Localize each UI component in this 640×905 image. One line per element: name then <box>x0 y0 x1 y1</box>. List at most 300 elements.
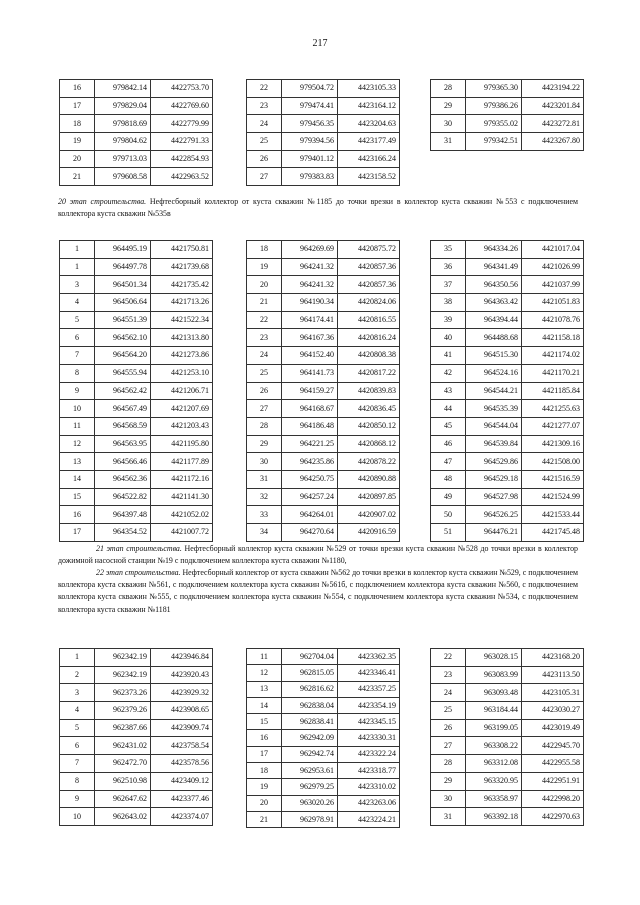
point-number: 4 <box>60 294 95 312</box>
point-number: 14 <box>247 697 282 713</box>
point-number: 13 <box>247 681 282 697</box>
x-coordinate: 979342.51 <box>466 133 522 151</box>
point-number: 18 <box>247 763 282 779</box>
table-row <box>247 779 400 795</box>
table-row <box>247 506 400 524</box>
point-number: 7 <box>60 347 95 365</box>
coords-table <box>59 79 213 186</box>
point-number: 27 <box>247 400 282 418</box>
x-coordinate: 963358.97 <box>466 790 522 808</box>
table-row <box>60 294 213 312</box>
x-coordinate: 962510.98 <box>95 772 151 790</box>
y-coordinate: 4420857.36 <box>338 258 400 276</box>
table-row <box>431 382 584 400</box>
point-number: 19 <box>247 258 282 276</box>
y-coordinate: 4421195.80 <box>151 435 213 453</box>
y-coordinate: 4421253.10 <box>151 364 213 382</box>
x-coordinate: 964529.86 <box>466 453 522 471</box>
point-number: 1 <box>60 241 95 259</box>
table-row <box>431 347 584 365</box>
x-coordinate: 964159.27 <box>282 382 338 400</box>
x-coordinate: 964190.34 <box>282 294 338 312</box>
x-coordinate: 979456.35 <box>282 115 338 133</box>
point-number: 17 <box>60 524 95 542</box>
y-coordinate: 4421172.16 <box>151 470 213 488</box>
y-coordinate: 4423357.25 <box>338 681 400 697</box>
table-row <box>431 417 584 435</box>
point-number: 29 <box>247 435 282 453</box>
table-row <box>431 790 584 808</box>
stage-22-text: Нефтесборный коллектор от куста скважин №562 до точки врезки в коллектор куста скважин №529, с подключением коллектора куста скважин №561, с подключением коллектора куста скважин №561б, с подключением коллектора куста скважин №560, с подключением коллектора куста скважин №555, с подключением коллектора куста скважин №554, с подключением коллектора куста скважин №534, с подключением коллектора куста скважин №1181 <box>58 568 578 614</box>
table-row <box>60 241 213 259</box>
x-coordinate: 964141.73 <box>282 364 338 382</box>
point-number: 27 <box>431 737 466 755</box>
y-coordinate: 4422791.33 <box>151 133 213 151</box>
x-coordinate: 962942.09 <box>282 730 338 746</box>
point-number: 15 <box>60 488 95 506</box>
x-coordinate: 964270.64 <box>282 524 338 542</box>
point-number: 30 <box>247 453 282 471</box>
y-coordinate: 4421735.42 <box>151 276 213 294</box>
y-coordinate: 4423345.15 <box>338 714 400 730</box>
point-number: 33 <box>247 506 282 524</box>
y-coordinate: 4421533.44 <box>522 506 584 524</box>
x-coordinate: 964515.30 <box>466 347 522 365</box>
y-coordinate: 4421177.89 <box>151 453 213 471</box>
y-coordinate: 4421174.02 <box>522 347 584 365</box>
x-coordinate: 979386.26 <box>466 97 522 115</box>
point-number: 35 <box>431 241 466 259</box>
point-number: 49 <box>431 488 466 506</box>
point-number: 31 <box>431 808 466 826</box>
x-coordinate: 962838.04 <box>282 697 338 713</box>
y-coordinate: 4423263.06 <box>338 795 400 811</box>
point-number: 26 <box>247 150 282 168</box>
point-number: 15 <box>247 714 282 730</box>
y-coordinate: 4421206.71 <box>151 382 213 400</box>
point-number: 16 <box>60 506 95 524</box>
x-coordinate: 979394.56 <box>282 133 338 151</box>
y-coordinate: 4422945.70 <box>522 737 584 755</box>
point-number: 40 <box>431 329 466 347</box>
x-coordinate: 962942.74 <box>282 746 338 762</box>
table-row <box>60 684 213 702</box>
point-number: 47 <box>431 453 466 471</box>
x-coordinate: 979818.69 <box>95 115 151 133</box>
table-row <box>60 400 213 418</box>
point-number: 19 <box>60 133 95 151</box>
x-coordinate: 963199.05 <box>466 719 522 737</box>
y-coordinate: 4423946.84 <box>151 649 213 667</box>
x-coordinate: 963184.44 <box>466 702 522 720</box>
x-coordinate: 964363.42 <box>466 294 522 312</box>
x-coordinate: 964241.32 <box>282 258 338 276</box>
y-coordinate: 4420857.36 <box>338 276 400 294</box>
point-number: 23 <box>431 666 466 684</box>
table-row <box>431 453 584 471</box>
point-number: 37 <box>431 276 466 294</box>
table-row <box>60 97 213 115</box>
table-row <box>60 168 213 186</box>
table-row <box>431 435 584 453</box>
y-coordinate: 4423362.35 <box>338 649 400 665</box>
x-coordinate: 962838.41 <box>282 714 338 730</box>
table-row <box>247 347 400 365</box>
y-coordinate: 4423929.32 <box>151 684 213 702</box>
x-coordinate: 964334.26 <box>466 241 522 259</box>
table-row <box>431 524 584 542</box>
point-number: 5 <box>60 311 95 329</box>
x-coordinate: 964350.56 <box>466 276 522 294</box>
table-row <box>247 524 400 542</box>
point-number: 38 <box>431 294 466 312</box>
x-coordinate: 979355.02 <box>466 115 522 133</box>
x-coordinate: 979829.04 <box>95 97 151 115</box>
x-coordinate: 962979.25 <box>282 779 338 795</box>
x-coordinate: 964476.21 <box>466 524 522 542</box>
y-coordinate: 4422769.60 <box>151 97 213 115</box>
x-coordinate: 964526.25 <box>466 506 522 524</box>
point-number: 46 <box>431 435 466 453</box>
x-coordinate: 964501.34 <box>95 276 151 294</box>
y-coordinate: 4421309.16 <box>522 435 584 453</box>
point-number: 3 <box>60 276 95 294</box>
table-row <box>247 453 400 471</box>
x-coordinate: 964527.98 <box>466 488 522 506</box>
point-number: 24 <box>247 347 282 365</box>
y-coordinate: 4421158.18 <box>522 329 584 347</box>
table-row <box>431 737 584 755</box>
table-row <box>247 435 400 453</box>
point-number: 6 <box>60 737 95 755</box>
table-row <box>60 80 213 98</box>
y-coordinate: 4421273.86 <box>151 347 213 365</box>
coords-table <box>430 648 584 826</box>
table-row <box>60 755 213 773</box>
x-coordinate: 962816.62 <box>282 681 338 697</box>
table-row <box>60 115 213 133</box>
point-number: 21 <box>60 168 95 186</box>
y-coordinate: 4420839.83 <box>338 382 400 400</box>
point-number: 9 <box>60 790 95 808</box>
y-coordinate: 4421713.26 <box>151 294 213 312</box>
y-coordinate: 4422854.93 <box>151 150 213 168</box>
point-number: 51 <box>431 524 466 542</box>
x-coordinate: 964397.48 <box>95 506 151 524</box>
table-row <box>431 684 584 702</box>
point-number: 27 <box>247 168 282 186</box>
point-number: 25 <box>431 702 466 720</box>
table-row <box>431 80 584 98</box>
y-coordinate: 4421522.34 <box>151 311 213 329</box>
y-coordinate: 4423578.56 <box>151 755 213 773</box>
table-row <box>60 453 213 471</box>
y-coordinate: 4420868.12 <box>338 435 400 453</box>
table-row <box>431 97 584 115</box>
x-coordinate: 964152.40 <box>282 347 338 365</box>
table-row <box>247 97 400 115</box>
x-coordinate: 979804.62 <box>95 133 151 151</box>
point-number: 12 <box>60 435 95 453</box>
table-row <box>431 755 584 773</box>
x-coordinate: 964488.68 <box>466 329 522 347</box>
table-row <box>247 649 400 665</box>
x-coordinate: 962379.26 <box>95 702 151 720</box>
table-row <box>431 133 584 151</box>
y-coordinate: 4421170.21 <box>522 364 584 382</box>
table-row <box>60 276 213 294</box>
y-coordinate: 4423168.20 <box>522 649 584 667</box>
point-number: 45 <box>431 417 466 435</box>
y-coordinate: 4421017.04 <box>522 241 584 259</box>
y-coordinate: 4423920.43 <box>151 666 213 684</box>
x-coordinate: 962342.19 <box>95 666 151 684</box>
x-coordinate: 963028.15 <box>466 649 522 667</box>
x-coordinate: 962704.04 <box>282 649 338 665</box>
table-row <box>247 133 400 151</box>
coords-table <box>430 79 584 151</box>
point-number: 20 <box>60 150 95 168</box>
point-number: 3 <box>60 684 95 702</box>
x-coordinate: 963312.08 <box>466 755 522 773</box>
point-number: 1 <box>60 258 95 276</box>
x-coordinate: 963083.99 <box>466 666 522 684</box>
table-row <box>247 763 400 779</box>
table-row <box>431 719 584 737</box>
table-row <box>431 506 584 524</box>
point-number: 28 <box>431 80 466 98</box>
point-number: 28 <box>247 417 282 435</box>
point-number: 10 <box>60 400 95 418</box>
y-coordinate: 4421207.69 <box>151 400 213 418</box>
table-row <box>247 697 400 713</box>
x-coordinate: 964186.48 <box>282 417 338 435</box>
table-row <box>431 311 584 329</box>
x-coordinate: 962472.70 <box>95 755 151 773</box>
point-number: 4 <box>60 702 95 720</box>
table-row <box>247 811 400 827</box>
y-coordinate: 4420816.24 <box>338 329 400 347</box>
table-row <box>431 364 584 382</box>
x-coordinate: 964394.44 <box>466 311 522 329</box>
x-coordinate: 964269.69 <box>282 241 338 259</box>
point-number: 43 <box>431 382 466 400</box>
table-row <box>247 488 400 506</box>
point-number: 32 <box>247 488 282 506</box>
x-coordinate: 964221.25 <box>282 435 338 453</box>
table-row <box>247 400 400 418</box>
x-coordinate: 964174.41 <box>282 311 338 329</box>
y-coordinate: 4423201.84 <box>522 97 584 115</box>
x-coordinate: 979401.12 <box>282 150 338 168</box>
stage-20-description <box>58 196 578 220</box>
x-coordinate: 964495.19 <box>95 241 151 259</box>
x-coordinate: 979608.58 <box>95 168 151 186</box>
x-coordinate: 962815.05 <box>282 665 338 681</box>
coords-table <box>246 240 400 542</box>
table-row <box>60 524 213 542</box>
point-number: 26 <box>431 719 466 737</box>
x-coordinate: 964544.04 <box>466 417 522 435</box>
point-number: 44 <box>431 400 466 418</box>
coords-table <box>246 79 400 186</box>
x-coordinate: 964562.36 <box>95 470 151 488</box>
point-number: 21 <box>247 811 282 827</box>
x-coordinate: 964167.36 <box>282 329 338 347</box>
point-number: 16 <box>247 730 282 746</box>
point-number: 11 <box>247 649 282 665</box>
y-coordinate: 4420916.59 <box>338 524 400 542</box>
stage-21-label: 21 этап строительства. <box>96 544 182 553</box>
y-coordinate: 4423164.12 <box>338 97 400 115</box>
y-coordinate: 4421051.83 <box>522 294 584 312</box>
point-number: 42 <box>431 364 466 382</box>
table-row <box>60 772 213 790</box>
table-row <box>247 681 400 697</box>
y-coordinate: 4423224.21 <box>338 811 400 827</box>
point-number: 9 <box>60 382 95 400</box>
table-row <box>247 382 400 400</box>
table-row <box>431 115 584 133</box>
table-row <box>60 737 213 755</box>
stage-22-label: 22 этап строительства. <box>96 568 181 577</box>
x-coordinate: 964544.21 <box>466 382 522 400</box>
y-coordinate: 4423330.31 <box>338 730 400 746</box>
x-coordinate: 962431.02 <box>95 737 151 755</box>
point-number: 18 <box>60 115 95 133</box>
table-row <box>60 488 213 506</box>
table-row <box>60 364 213 382</box>
stage-22-description <box>58 567 578 616</box>
coords-table <box>430 240 584 542</box>
y-coordinate: 4420907.02 <box>338 506 400 524</box>
table-row <box>60 258 213 276</box>
x-coordinate: 963320.95 <box>466 772 522 790</box>
x-coordinate: 964497.78 <box>95 258 151 276</box>
x-coordinate: 964551.39 <box>95 311 151 329</box>
table-row <box>247 241 400 259</box>
x-coordinate: 964563.95 <box>95 435 151 453</box>
point-number: 17 <box>60 97 95 115</box>
x-coordinate: 964564.20 <box>95 347 151 365</box>
point-number: 22 <box>431 649 466 667</box>
x-coordinate: 964241.32 <box>282 276 338 294</box>
x-coordinate: 964341.49 <box>466 258 522 276</box>
x-coordinate: 979713.03 <box>95 150 151 168</box>
table-row <box>431 666 584 684</box>
stage-21-text: Нефтесборный коллектор куста скважин №529 от точки врезки куста скважин №528 до точки врезки в коллектор дожимной насосной станции №19 с подключением коллектора куста скважин №1180, <box>58 544 578 566</box>
y-coordinate: 4420878.22 <box>338 453 400 471</box>
y-coordinate: 4421508.00 <box>522 453 584 471</box>
table-row <box>60 382 213 400</box>
point-number: 25 <box>247 364 282 382</box>
x-coordinate: 964562.42 <box>95 382 151 400</box>
coords-table <box>59 648 213 826</box>
x-coordinate: 963392.18 <box>466 808 522 826</box>
y-coordinate: 4421078.76 <box>522 311 584 329</box>
y-coordinate: 4421745.48 <box>522 524 584 542</box>
y-coordinate: 4423105.31 <box>522 684 584 702</box>
table-row <box>247 329 400 347</box>
point-number: 20 <box>247 795 282 811</box>
y-coordinate: 4421255.63 <box>522 400 584 418</box>
table-row <box>247 730 400 746</box>
point-number: 18 <box>247 241 282 259</box>
y-coordinate: 4423758.54 <box>151 737 213 755</box>
table-row <box>60 311 213 329</box>
point-number: 23 <box>247 97 282 115</box>
table-row <box>60 329 213 347</box>
x-coordinate: 964566.46 <box>95 453 151 471</box>
y-coordinate: 4420817.22 <box>338 364 400 382</box>
y-coordinate: 4423354.19 <box>338 697 400 713</box>
table-row <box>60 666 213 684</box>
x-coordinate: 964567.49 <box>95 400 151 418</box>
y-coordinate: 4421516.59 <box>522 470 584 488</box>
table-row <box>60 470 213 488</box>
y-coordinate: 4423409.12 <box>151 772 213 790</box>
point-number: 24 <box>247 115 282 133</box>
point-number: 8 <box>60 364 95 382</box>
y-coordinate: 4423377.46 <box>151 790 213 808</box>
y-coordinate: 4420808.38 <box>338 347 400 365</box>
x-coordinate: 964235.86 <box>282 453 338 471</box>
y-coordinate: 4423346.41 <box>338 665 400 681</box>
point-number: 22 <box>247 311 282 329</box>
y-coordinate: 4421141.30 <box>151 488 213 506</box>
point-number: 28 <box>431 755 466 773</box>
x-coordinate: 979842.14 <box>95 80 151 98</box>
table-row <box>247 115 400 133</box>
x-coordinate: 964555.94 <box>95 364 151 382</box>
y-coordinate: 4422970.63 <box>522 808 584 826</box>
x-coordinate: 963093.48 <box>466 684 522 702</box>
stage-20-label: 20 этап строительства. <box>58 197 147 206</box>
table-row <box>60 133 213 151</box>
point-number: 13 <box>60 453 95 471</box>
x-coordinate: 979383.83 <box>282 168 338 186</box>
coords-table <box>246 648 400 828</box>
table-row <box>247 168 400 186</box>
x-coordinate: 964562.10 <box>95 329 151 347</box>
point-number: 24 <box>431 684 466 702</box>
point-number: 6 <box>60 329 95 347</box>
point-number: 19 <box>247 779 282 795</box>
y-coordinate: 4422998.20 <box>522 790 584 808</box>
table-row <box>247 294 400 312</box>
table-row <box>60 150 213 168</box>
x-coordinate: 963020.26 <box>282 795 338 811</box>
table-row <box>431 276 584 294</box>
x-coordinate: 964354.52 <box>95 524 151 542</box>
point-number: 5 <box>60 719 95 737</box>
y-coordinate: 4423105.33 <box>338 80 400 98</box>
y-coordinate: 4421524.99 <box>522 488 584 506</box>
x-coordinate: 964535.39 <box>466 400 522 418</box>
table-row <box>431 329 584 347</box>
point-number: 12 <box>247 665 282 681</box>
y-coordinate: 4421185.84 <box>522 382 584 400</box>
point-number: 25 <box>247 133 282 151</box>
y-coordinate: 4420850.12 <box>338 417 400 435</box>
point-number: 29 <box>431 772 466 790</box>
x-coordinate: 964168.67 <box>282 400 338 418</box>
x-coordinate: 962647.62 <box>95 790 151 808</box>
x-coordinate: 964529.18 <box>466 470 522 488</box>
y-coordinate: 4423166.24 <box>338 150 400 168</box>
table-row <box>431 772 584 790</box>
y-coordinate: 4422955.58 <box>522 755 584 773</box>
